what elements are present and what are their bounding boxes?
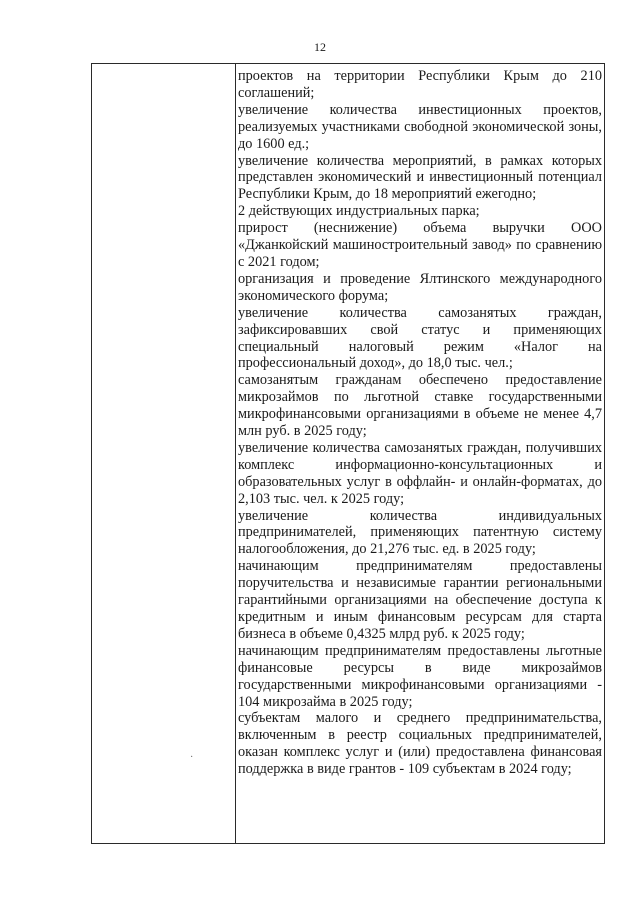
list-item: самозанятым гражданам обеспечено предоставление микрозаймов по льготной ставке государственными микрофинансовыми организациями в объеме не менее 4,7 млн руб. в 2025 году;	[238, 372, 602, 440]
list-item: прирост (неснижение) объема выручки ООО «Джанкойский машиностроительный завод» по сравнению с 2021 годом;	[238, 220, 602, 270]
list-item: начинающим предпринимателям предоставлены поручительства и независимые гарантии региональными гарантийными организациями на обеспечение доступа к кредитным и иным финансовым ресурсам для старта бизнеса в объеме 0,4325 млрд руб. к 2025 году;	[238, 558, 602, 642]
list-item: увеличение количества инвестиционных проектов, реализуемых участниками свободной экономической зоны, до 1600 ед.;	[238, 101, 602, 152]
list-item: увеличение количества мероприятий, в рамках которых представлен экономический и инвестиционный потенциал Республики Крым, до 18 мероприятий ежегодно;	[238, 152, 602, 203]
list-item: начинающим предпринимателям предоставлены льготные финансовые ресурсы в виде микрозаймов государственными микрофинансовыми организациями - 104 микрозайма в 2025 году;	[238, 642, 602, 710]
list-item: увеличение количества индивидуальных предпринимателей, применяющих патентную систему налогообложения, до 21,276 тыс. ед. в 2025 году;	[238, 507, 602, 558]
list-item: организация и проведение Ялтинского международного экономического форума;	[238, 270, 602, 304]
table-left-cell	[92, 64, 235, 843]
table-right-cell	[238, 68, 602, 778]
list-item: увеличение количества самозанятых граждан, зафиксировавших свой статус и применяющих специальный налоговый режим «Налог на профессиональный доход», до 18,0 тыс. чел.;	[238, 304, 602, 372]
document-table	[91, 63, 605, 844]
list-item: субъектам малого и среднего предпринимательства, включенным в реестр социальных предпринимателей, оказан комплекс услуг и (или) предоставлена финансовая поддержка в виде грантов - 109 субъектам в 2024 году;	[238, 710, 602, 778]
page-number: 12	[314, 40, 326, 54]
list-item: 2 действующих индустриальных парка;	[238, 203, 480, 220]
list-item: увеличение количества самозанятых граждан, получивших комплекс информационно-консультационных и образовательных услуг в оффлайн- и онлайн-форматах, до 2,103 тыс. чел. к 2025 году;	[238, 439, 602, 507]
scan-speck: ·	[190, 752, 194, 763]
column-divider	[235, 64, 236, 843]
list-item: проектов на территории Республики Крым до 210 соглашений;	[238, 68, 602, 101]
